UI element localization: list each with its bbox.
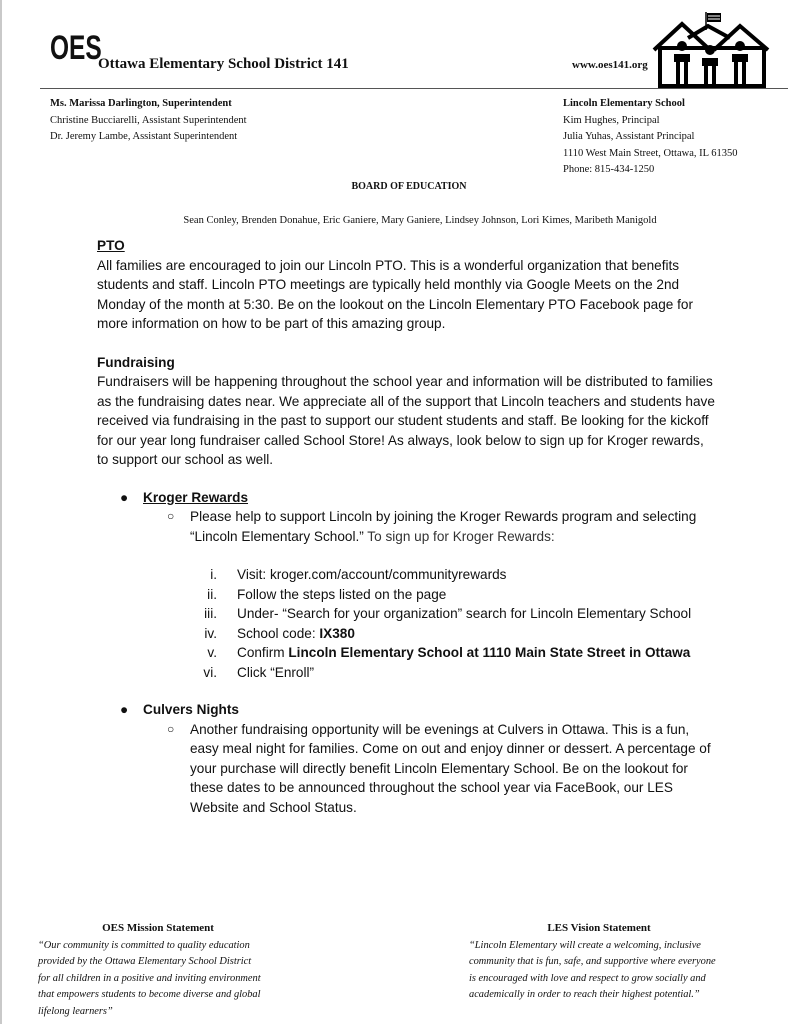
fundraising-heading: Fundraising [97, 354, 175, 370]
bullet-icon: ● [120, 489, 129, 505]
school-name: Lincoln Elementary School [563, 98, 685, 109]
assistant-superintendent: Christine Bucciarelli, Assistant Superintendent [50, 114, 247, 126]
list-item: iii. Under- “Search for your organization” search for Lincoln Elementary School [204, 606, 692, 621]
circle-bullet-icon: ○ [167, 509, 175, 523]
culvers-bullet [97, 700, 717, 720]
vision-statement: LES Vision Statement “Lincoln Elementary will create a welcoming, inclusive community that is fun, safe, and supportive where everyone is encouraged with love and respect to grow socially and academically in order to reach their highest potential.” [469, 920, 769, 1004]
district-website: www.oes141.org [572, 59, 648, 71]
list-item: vi. Click “Enroll” [203, 664, 315, 680]
letterhead-divider [40, 88, 788, 89]
list-item: ii. Follow the steps listed on the page [207, 586, 447, 602]
culvers-text: Another fundraising opportunity will be evenings at Culvers in Ottawa. This is a fun, easy meal night for families. Come on out and enjoy dinner or dessert. A percentage of your purchase will directly benefit Lincoln Elementary School. Be on the lookout for these dates to be announced throughout the school year via FaceBook, our LES Website and School Status. [190, 721, 711, 815]
page-left-edge [0, 0, 2, 1024]
assistant-principal: Julia Yuhas, Assistant Principal [563, 131, 695, 142]
newsletter-body [97, 236, 717, 817]
culvers-heading: Culvers Nights [143, 702, 239, 717]
school-address: 1110 West Main Street, Ottawa, IL 61350 [563, 147, 738, 159]
superintendent: Ms. Marissa Darlington, Superintendent [50, 98, 232, 109]
mission-statement: OES Mission Statement “Our community is committed to quality education provided by the Ottawa Elementary School District for all children in a positive and inviting environment that empowers students to become diverse and global lifelong learners” [38, 920, 308, 1021]
list-item: v. Confirm Lincoln Elementary School at 1110 Main State Street in Ottawa [207, 645, 691, 660]
vision-title: LES Vision Statement [547, 922, 651, 934]
kroger-heading: Kroger Rewards [143, 489, 249, 505]
district-name: Ottawa Elementary School District 141 [98, 56, 349, 72]
culvers-subitem [97, 720, 717, 818]
principal: Kim Hughes, Principal [563, 114, 660, 126]
board-title: BOARD OF EDUCATION [351, 181, 467, 192]
list-item: i. Visit: kroger.com/account/communityrewards [210, 567, 507, 582]
pto-paragraph: All families are encouraged to join our Lincoln PTO. This is a wonderful organization that benefits students and staff. Lincoln PTO meetings are typically held monthly via Google Meets on the 2nd Monday of the month at 5:30. Be on the lookout on the Lincoln Elementary PTO Facebook page for more information on how to be part of this amazing group. [97, 257, 693, 331]
kroger-steps-list [97, 565, 717, 682]
school-contact-block [563, 96, 738, 179]
kroger-subitem [97, 507, 717, 546]
pto-heading: PTO [97, 238, 125, 253]
board-members: Sean Conley, Brenden Donahue, Eric Ganiere, Mary Ganiere, Lindsey Johnson, Lori Kimes, Maribeth Manigold [183, 215, 657, 226]
circle-bullet-icon: ○ [167, 721, 175, 736]
school-code: IX380 [319, 625, 355, 641]
fundraising-paragraph: Fundraisers will be happening throughout the school year and information will be distributed to families as the fundraising dates near. We appreciate all of the support that Lincoln teachers and students have received via fundraising in the past to support our student students and staff. Be looking for the kickoff for our year long fundraiser called School Store! As always, look below to sign up for Kroger rewards, to support our school as well. [97, 374, 715, 467]
schoolhouse-logo-icon [652, 10, 770, 88]
list-item: iv. School code: IX380 [204, 625, 355, 641]
assistant-superintendent: Dr. Jeremy Lambe, Assistant Superintendent [50, 131, 238, 142]
kroger-signup-text: To sign up for Kroger Rewards: [363, 528, 555, 544]
oes-logo-text: OES [50, 29, 102, 67]
mission-title: OES Mission Statement [102, 922, 214, 934]
administration-list [50, 96, 247, 146]
kroger-text: Please help to support Lincoln by joining the Kroger Rewards program and selecting “Lincoln Elementary School.” [190, 509, 697, 544]
school-phone: Phone: 815-434-1250 [563, 164, 655, 175]
kroger-bullet [97, 488, 717, 508]
bullet-icon: ● [120, 702, 129, 717]
